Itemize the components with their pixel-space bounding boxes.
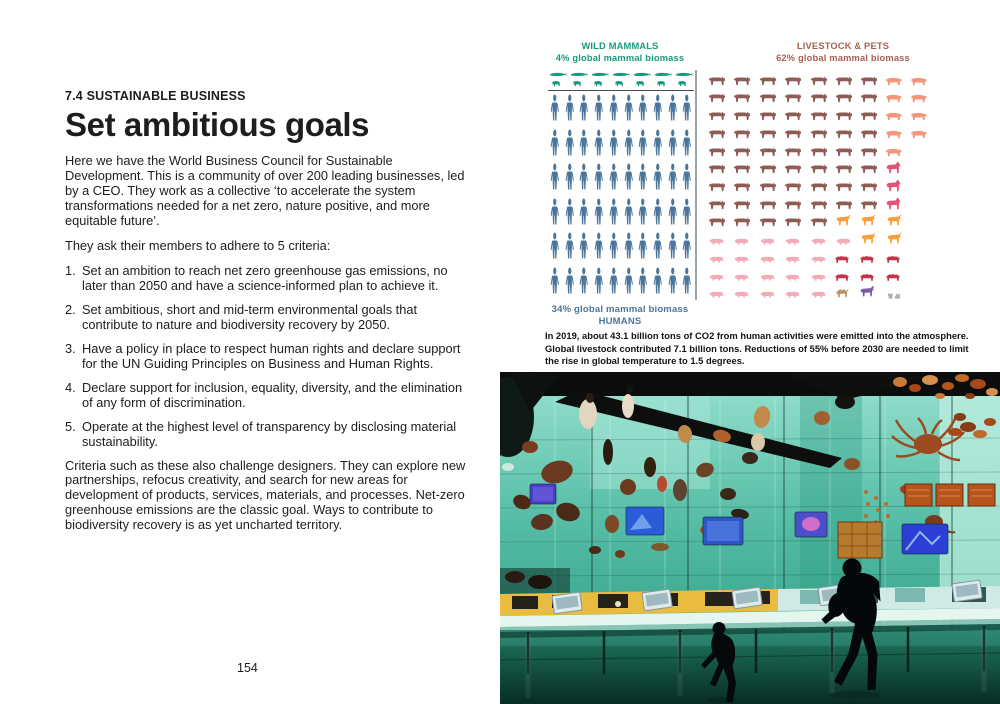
- page-title: Set ambitious goals: [65, 106, 370, 143]
- cattle-icon: [858, 180, 883, 194]
- pig-icon: [731, 253, 756, 265]
- cattle-icon: [706, 74, 731, 88]
- buffalo-icon: [909, 75, 934, 88]
- human-icon: [607, 128, 621, 162]
- human-icon: [622, 197, 636, 231]
- criteria-text: Set ambitious, short and mid-term environmental goals that contribute to nature and biodiversity recovery by 2050.: [82, 301, 418, 332]
- human-icon: [607, 93, 621, 127]
- pig-icon: [706, 288, 731, 300]
- wild-mammal-icon: [548, 70, 568, 88]
- human-icon: [563, 266, 577, 300]
- article-column: [65, 89, 468, 543]
- cattle-icon: [858, 145, 883, 159]
- pig-icon: [757, 253, 782, 265]
- cattle-icon: [706, 180, 731, 194]
- human-icon: [607, 162, 621, 196]
- human-icon: [548, 231, 562, 265]
- floor: [500, 624, 1000, 704]
- wild-mammal-icon: [674, 70, 694, 88]
- buffalo-icon: [884, 75, 909, 88]
- criteria-item: [65, 303, 468, 333]
- human-icon: [622, 162, 636, 196]
- pig-icon: [731, 235, 756, 247]
- pictogram-row: [548, 162, 694, 197]
- buffalo-icon: [884, 128, 909, 141]
- cattle-icon: [833, 109, 858, 123]
- pig-icon: [833, 235, 858, 247]
- pictogram-row: [706, 70, 940, 88]
- cattle-icon: [833, 162, 858, 176]
- human-icon: [636, 128, 650, 162]
- pig-icon: [782, 288, 807, 300]
- buffalo-icon: [909, 128, 934, 141]
- intro-paragraph: Here we have the World Business Council for Sustainable Development. This is a community of over 200 leading businesses, led by a CEO. They work as a collective ‘to accelerate the system transformations needed for a net zero, nature positive, and more equitable future’.: [65, 153, 465, 228]
- criteria-number: 5.: [65, 418, 76, 434]
- cattle-icon: [782, 109, 807, 123]
- pig-icon: [757, 288, 782, 300]
- cattle-icon: [757, 215, 782, 229]
- biomass-infographic: [505, 38, 983, 368]
- human-icon: [592, 231, 606, 265]
- human-icon: [577, 266, 591, 300]
- cattle-icon: [706, 91, 731, 105]
- human-icon: [666, 231, 680, 265]
- human-icon: [592, 93, 606, 127]
- cattle-icon: [833, 74, 858, 88]
- page-number: 154: [237, 661, 258, 675]
- pig-icon: [757, 271, 782, 283]
- wild-divider-line: [548, 90, 694, 92]
- wild-mammal-icon: [632, 70, 652, 88]
- buffalo-icon: [884, 92, 909, 105]
- human-icon: [577, 197, 591, 231]
- wild-mammal-icon: [611, 70, 631, 88]
- sheep-icon: [858, 271, 883, 283]
- human-icon: [577, 231, 591, 265]
- criteria-text: Set an ambition to reach net zero greenhouse gas emissions, no later than 2050 and have a science-informed plan to achieve it.: [82, 262, 448, 293]
- pig-icon: [706, 235, 731, 247]
- human-icon: [592, 128, 606, 162]
- criteria-text: Operate at the highest level of transparency by disclosing material sustainability.: [82, 418, 457, 449]
- cattle-icon: [782, 215, 807, 229]
- cattle-icon: [782, 74, 807, 88]
- criteria-number: 1.: [65, 262, 76, 278]
- cattle-icon: [731, 74, 756, 88]
- pictogram-row: [548, 197, 694, 232]
- goat-icon: [833, 213, 858, 229]
- cattle-icon: [808, 109, 833, 123]
- cattle-icon: [757, 127, 782, 141]
- human-icon: [592, 266, 606, 300]
- criteria-text: Declare support for inclusion, equality, diversity, and the elimination of any form of discrimination.: [82, 379, 463, 410]
- museum-photo-art: [500, 372, 1000, 704]
- pictogram-row: [706, 212, 940, 230]
- pig-icon: [782, 235, 807, 247]
- cattle-icon: [706, 162, 731, 176]
- cattle-icon: [757, 145, 782, 159]
- criteria-text: Have a policy in place to respect human rights and declare support for the UN Guiding Principles on Business and Human Rights.: [82, 340, 461, 371]
- pig-icon: [808, 235, 833, 247]
- pictogram-row: [548, 128, 694, 163]
- cattle-icon: [757, 198, 782, 212]
- human-icon: [680, 231, 694, 265]
- pig-icon: [731, 288, 756, 300]
- human-icon: [577, 162, 591, 196]
- buffalo-icon: [909, 92, 934, 105]
- human-icon: [651, 93, 665, 127]
- horse-icon: [884, 196, 909, 212]
- buffalo-icon: [909, 110, 934, 123]
- human-icon: [680, 162, 694, 196]
- cattle-icon: [782, 145, 807, 159]
- human-icon: [592, 197, 606, 231]
- cattle-icon: [858, 127, 883, 141]
- human-icon: [563, 162, 577, 196]
- cattle-icon: [808, 127, 833, 141]
- horse-icon: [884, 178, 909, 194]
- human-icon: [563, 231, 577, 265]
- human-icon: [622, 93, 636, 127]
- criteria-item: [65, 342, 468, 372]
- cattle-icon: [808, 198, 833, 212]
- cattle-icon: [757, 162, 782, 176]
- human-icon: [563, 93, 577, 127]
- pig-icon: [757, 235, 782, 247]
- pig-icon: [731, 271, 756, 283]
- human-icon: [636, 197, 650, 231]
- pictogram-row: [548, 93, 694, 128]
- human-icon: [592, 162, 606, 196]
- criteria-list: [65, 264, 468, 450]
- human-icon: [548, 197, 562, 231]
- cattle-icon: [731, 180, 756, 194]
- human-icon: [680, 128, 694, 162]
- cattle-icon: [757, 74, 782, 88]
- human-icon: [548, 93, 562, 127]
- donkey-icon: [858, 285, 883, 300]
- buffalo-icon: [884, 110, 909, 123]
- buffalo-icon: [884, 146, 909, 159]
- cattle-icon: [808, 91, 833, 105]
- section-kicker: 7.4 SUSTAINABLE BUSINESS: [65, 89, 246, 103]
- pig-icon: [808, 288, 833, 300]
- wild-mammal-icon: [569, 70, 589, 88]
- human-icon: [636, 231, 650, 265]
- cattle-icon: [782, 127, 807, 141]
- livestock-title: LIVESTOCK & PETS: [796, 41, 890, 51]
- cattle-icon: [706, 127, 731, 141]
- human-icon: [636, 93, 650, 127]
- human-icon: [563, 128, 577, 162]
- goat-icon: [858, 213, 883, 229]
- human-icon: [548, 266, 562, 300]
- cattle-icon: [757, 109, 782, 123]
- livestock-header: [733, 40, 953, 64]
- human-icon: [666, 197, 680, 231]
- human-icon: [666, 162, 680, 196]
- livestock-grid: [706, 70, 940, 300]
- camel-icon: [833, 285, 858, 300]
- humans-title: HUMANS: [598, 315, 642, 327]
- cattle-icon: [757, 91, 782, 105]
- human-icon: [651, 197, 665, 231]
- sheep-icon: [858, 253, 883, 265]
- pictogram-row: [548, 266, 694, 301]
- human-icon: [666, 93, 680, 127]
- sheep-icon: [884, 253, 909, 265]
- cattle-icon: [833, 198, 858, 212]
- wild-mammals-header: [520, 40, 720, 64]
- pictogram-row: [706, 247, 940, 265]
- human-icon: [577, 93, 591, 127]
- pig-icon: [808, 271, 833, 283]
- cattle-icon: [858, 91, 883, 105]
- human-icon: [651, 231, 665, 265]
- cattle-icon: [833, 145, 858, 159]
- cattle-icon: [858, 109, 883, 123]
- goat-icon: [858, 231, 883, 247]
- wild-mammal-icon: [653, 70, 673, 88]
- pig-icon: [808, 253, 833, 265]
- human-icon: [651, 162, 665, 196]
- cattle-icon: [731, 162, 756, 176]
- vertical-divider-line: [695, 70, 697, 300]
- livestock-subtitle: 62% global mammal biomass: [776, 53, 910, 64]
- sheep-icon: [833, 253, 858, 265]
- cattle-icon: [731, 109, 756, 123]
- pictogram-row: [706, 176, 940, 194]
- human-icon: [607, 231, 621, 265]
- cattle-icon: [757, 180, 782, 194]
- cattle-icon: [782, 91, 807, 105]
- wild-mammals-title: WILD MAMMALS: [581, 41, 659, 51]
- cattle-icon: [858, 198, 883, 212]
- criteria-number: 4.: [65, 379, 76, 395]
- pig-icon: [706, 253, 731, 265]
- pictogram-row: [548, 231, 694, 266]
- human-icon: [651, 128, 665, 162]
- infographic-caption: In 2019, about 43.1 billion tons of CO2 from human activities were emitted into the atmosphere. Global livestock contributed 7.1 billion tons. Reductions of 55% before 2030 are needed to limit the rise in global temperature to 1.5 degrees.: [545, 330, 969, 367]
- pictogram-row: [706, 123, 940, 141]
- cattle-icon: [706, 215, 731, 229]
- human-icon: [607, 197, 621, 231]
- pictogram-row: [706, 141, 940, 159]
- pictogram-row: [706, 229, 940, 247]
- human-icon: [680, 266, 694, 300]
- cattle-icon: [808, 162, 833, 176]
- criteria-number: 2.: [65, 301, 76, 317]
- human-icon: [548, 162, 562, 196]
- cattle-icon: [706, 109, 731, 123]
- cattle-icon: [731, 215, 756, 229]
- human-icon: [666, 266, 680, 300]
- criteria-item: [65, 420, 468, 450]
- wild-mammal-icon: [590, 70, 610, 88]
- humans-label: [520, 304, 720, 328]
- criteria-item: [65, 381, 468, 411]
- cattle-icon: [706, 145, 731, 159]
- sheep-icon: [884, 271, 909, 283]
- criteria-item: [65, 264, 468, 294]
- cattle-icon: [731, 91, 756, 105]
- human-icon: [622, 266, 636, 300]
- pictogram-row: [706, 159, 940, 177]
- cattle-icon: [808, 180, 833, 194]
- museum-photo: [500, 372, 1000, 704]
- sheep-icon: [833, 271, 858, 283]
- cattle-icon: [808, 145, 833, 159]
- goat-icon: [884, 231, 909, 247]
- cattle-icon: [833, 127, 858, 141]
- human-icon: [577, 128, 591, 162]
- cattle-icon: [833, 180, 858, 194]
- wild-mammals-row: [548, 70, 694, 88]
- human-icon: [622, 128, 636, 162]
- cattle-icon: [782, 162, 807, 176]
- human-icon: [622, 231, 636, 265]
- pictogram-row: [706, 88, 940, 106]
- pictogram-row: [706, 283, 940, 301]
- human-icon: [651, 266, 665, 300]
- cattle-icon: [833, 91, 858, 105]
- pig-icon: [782, 253, 807, 265]
- cattle-icon: [731, 145, 756, 159]
- human-icon: [563, 197, 577, 231]
- human-icon: [636, 266, 650, 300]
- cattle-icon: [731, 198, 756, 212]
- pig-icon: [782, 271, 807, 283]
- cattle-icon: [858, 74, 883, 88]
- outro-paragraph: Criteria such as these also challenge designers. They can explore new partnerships, refocus creativity, and search for new areas for development of products, services, materials, and processes. Net-zero greenhouse emissions are the classic goal. Ways to contribute to biodiversity recovery is as yet uncharted territory.: [65, 457, 466, 533]
- cattle-icon: [731, 127, 756, 141]
- pictogram-row: [706, 265, 940, 283]
- human-icon: [548, 128, 562, 162]
- cattle-icon: [706, 198, 731, 212]
- criteria-lead: They ask their members to adhere to 5 criteria:: [65, 237, 331, 253]
- cattle-icon: [808, 74, 833, 88]
- human-icon: [636, 162, 650, 196]
- pig-icon: [706, 271, 731, 283]
- pictogram-row: [706, 105, 940, 123]
- human-icon: [680, 93, 694, 127]
- human-icon: [607, 266, 621, 300]
- cattle-icon: [782, 198, 807, 212]
- pictogram-row: [706, 194, 940, 212]
- wild-mammals-subtitle: 4% global mammal biomass: [555, 53, 685, 64]
- cattle-icon: [808, 215, 833, 229]
- criteria-number: 3.: [65, 340, 76, 356]
- human-icon: [680, 197, 694, 231]
- cattle-icon: [858, 162, 883, 176]
- cattle-icon: [782, 180, 807, 194]
- humans-grid: [548, 93, 694, 301]
- goat-icon: [884, 213, 909, 229]
- humans-subtitle: 34% global mammal biomass: [551, 304, 689, 315]
- horse-icon: [884, 160, 909, 176]
- human-icon: [666, 128, 680, 162]
- cat-and-dog-icon: [884, 289, 909, 300]
